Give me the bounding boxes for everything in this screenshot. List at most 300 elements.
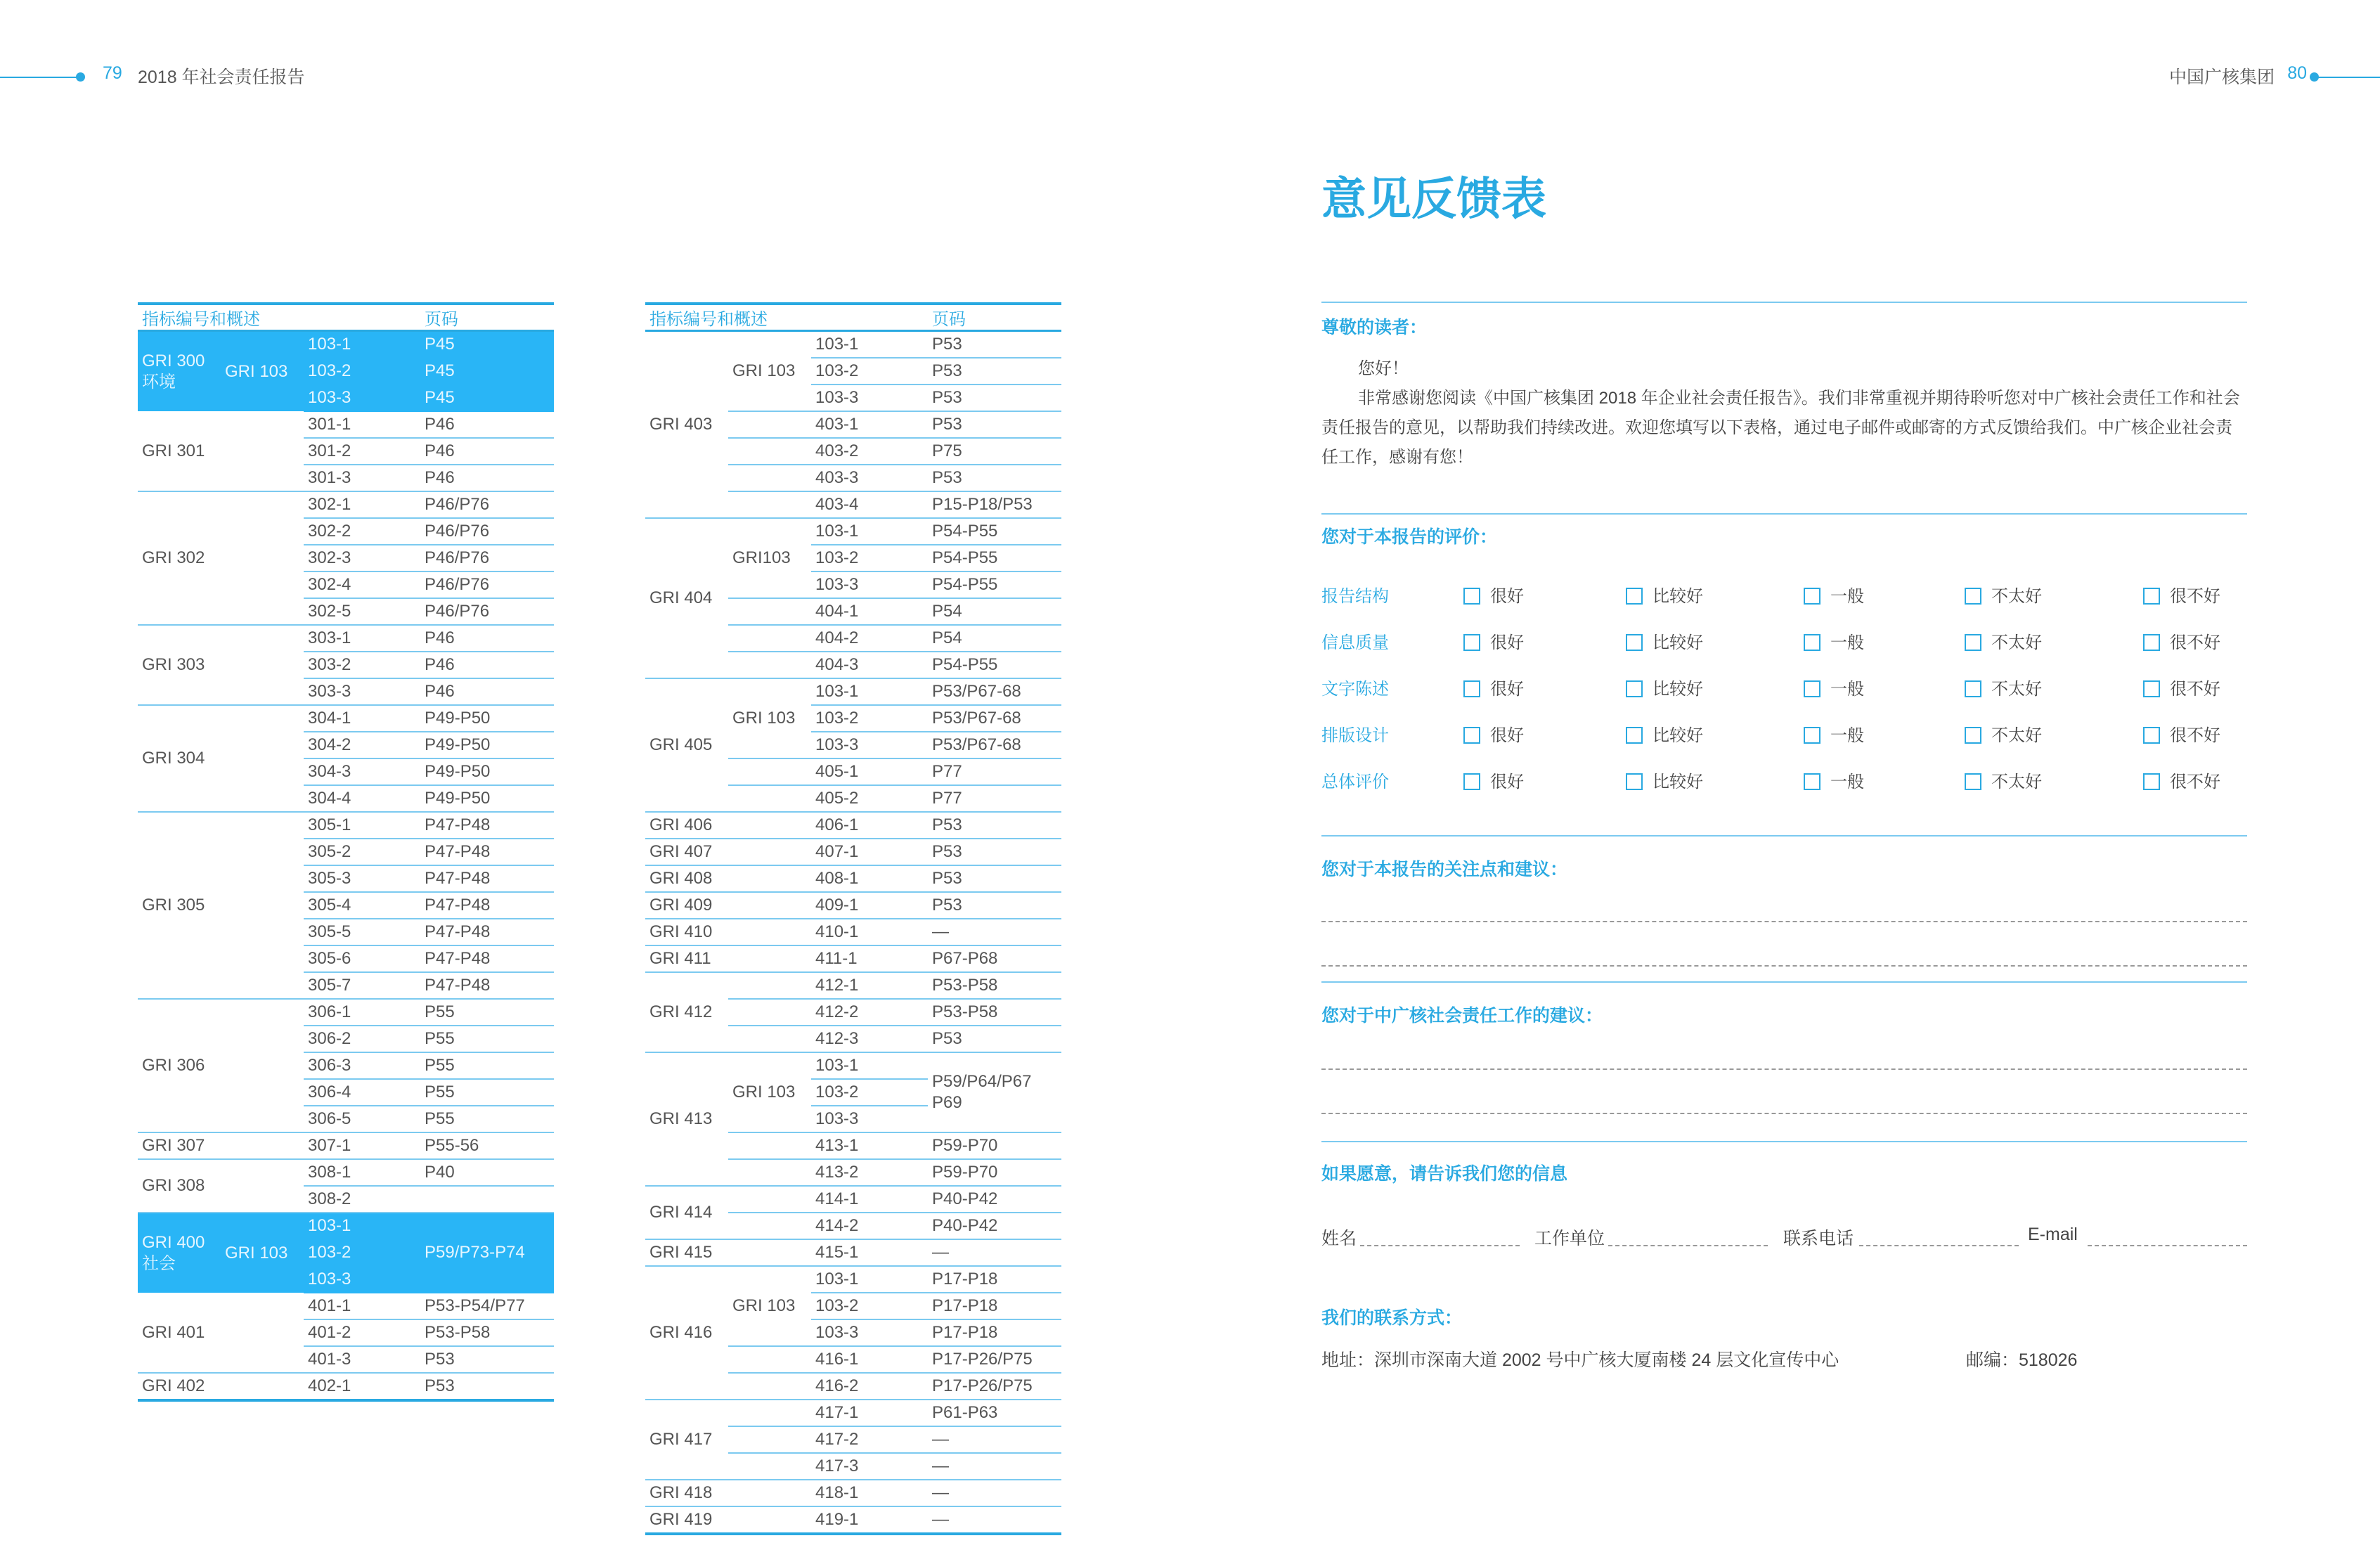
page-ref: P53 [928, 411, 1061, 438]
indicator-subgroup [728, 1132, 811, 1159]
indicator-subgroup [728, 1453, 811, 1480]
page-ref: P47-P48 [420, 865, 554, 892]
page-ref: P40 [420, 1159, 554, 1186]
rating-option[interactable] [1965, 628, 2042, 653]
email-label: E-mail [2028, 1225, 2078, 1244]
indicator-code: 304-1 [304, 705, 420, 732]
indicator-subgroup [728, 1186, 811, 1213]
page-ref: P75 [928, 438, 1061, 465]
rating-label: 您对于本报告的评价： [1321, 527, 1498, 547]
indicator-subgroup [728, 785, 811, 812]
info-label: 如果愿意，请告诉我们您的信息 [1321, 1164, 1568, 1184]
rating-option-label: 很不好 [2170, 680, 2220, 699]
indicator-group: GRI 300 环境 [138, 331, 221, 412]
indicator-code: 408-1 [811, 865, 928, 892]
page-ref: P54 [928, 625, 1061, 652]
indicator-group: GRI 413 [645, 1052, 728, 1186]
page-ref: P53-P58 [928, 972, 1061, 999]
page-ref: P53 [928, 812, 1061, 839]
indicator-code: 303-2 [304, 652, 420, 678]
indicator-code: 302-5 [304, 598, 420, 625]
indicator-subgroup: GRI 103 [221, 1213, 304, 1293]
indicator-code: 305-3 [304, 865, 420, 892]
table-row [645, 1186, 1061, 1213]
indicator-group: GRI 401 [138, 1293, 304, 1373]
rating-option-label: 一般 [1830, 587, 1864, 606]
indicator-code: 413-1 [811, 1132, 928, 1159]
table-row [138, 625, 554, 652]
rating-row [1321, 718, 2247, 747]
page-ref: P46/P76 [420, 491, 554, 518]
table-row [645, 1239, 1061, 1266]
rating-option[interactable] [1626, 675, 1703, 699]
page-ref: P53/P67-68 [928, 705, 1061, 732]
page-ref: P67-P68 [928, 945, 1061, 972]
page-number-left: 79 [103, 63, 122, 83]
page-ref: P53 [928, 465, 1061, 491]
table-row [138, 331, 554, 359]
indicator-group: GRI 417 [645, 1400, 728, 1480]
page-ref: P53 [928, 385, 1061, 411]
indicator-code: 103-2 [811, 1293, 928, 1319]
checkbox-icon[interactable] [1965, 773, 1981, 790]
table-row [138, 411, 554, 438]
concern-input-line-2[interactable] [1321, 965, 2247, 967]
indicator-group: GRI 412 [645, 972, 728, 1052]
page-ref: P45 [420, 385, 554, 411]
rating-option-label: 很不好 [2170, 773, 2220, 792]
indicator-subgroup [728, 1239, 811, 1266]
checkbox-icon[interactable] [2143, 727, 2160, 744]
page-ref: P47-P48 [420, 892, 554, 919]
page-ref: P54-P55 [928, 545, 1061, 571]
checkbox-icon[interactable] [1463, 680, 1480, 697]
greeting-label: 尊敬的读者： [1321, 318, 1428, 337]
rating-category: 报告结构 [1321, 587, 1389, 606]
indicator-group: GRI 301 [138, 411, 304, 491]
indicator-code: 306-5 [304, 1106, 420, 1132]
rating-option[interactable] [2143, 768, 2220, 792]
indicator-code: 308-1 [304, 1159, 420, 1186]
page-ref: P49-P50 [420, 732, 554, 758]
table-row [138, 1213, 554, 1239]
rating-option[interactable] [1463, 628, 1524, 653]
indicator-subgroup [728, 892, 811, 919]
page-ref: P53 [928, 839, 1061, 865]
rating-option[interactable] [1626, 582, 1703, 607]
page-ref: P17-P26/P75 [928, 1373, 1061, 1400]
indicator-code: 301-2 [304, 438, 420, 465]
checkbox-icon[interactable] [1463, 773, 1480, 790]
rating-category: 总体评价 [1321, 773, 1389, 792]
indicator-subgroup [728, 411, 811, 438]
indicator-code: 305-6 [304, 945, 420, 972]
indicator-group: GRI 308 [138, 1159, 304, 1213]
page-ref: P53 [928, 358, 1061, 385]
contact-label: 我们的联系方式： [1321, 1308, 1463, 1328]
indicator-code: 302-4 [304, 571, 420, 598]
page-ref: P55 [420, 1026, 554, 1052]
indicator-code: 404-2 [811, 625, 928, 652]
rating-option[interactable] [1965, 582, 2042, 607]
indicator-subgroup [728, 598, 811, 625]
rating-option-label: 一般 [1830, 726, 1864, 745]
rating-row [1321, 579, 2247, 607]
checkbox-icon[interactable] [1463, 727, 1480, 744]
indicator-subgroup [728, 1373, 811, 1400]
indicator-subgroup [728, 812, 811, 839]
rating-option[interactable] [2143, 582, 2220, 607]
checkbox-icon[interactable] [1804, 634, 1820, 651]
page-ref: P47-P48 [420, 919, 554, 945]
indicator-code: 403-1 [811, 411, 928, 438]
indicator-subgroup: GRI103 [728, 518, 811, 598]
checkbox-icon[interactable] [1463, 588, 1480, 605]
rating-option-label: 很不好 [2170, 587, 2220, 606]
indicator-group: GRI 406 [645, 812, 728, 839]
indicator-code: 103-1 [811, 518, 928, 545]
page-ref: P17-P26/P75 [928, 1346, 1061, 1373]
rating-option[interactable] [1626, 721, 1703, 746]
page-ref: P55 [420, 999, 554, 1026]
indicator-code: 306-2 [304, 1026, 420, 1052]
table-row [645, 1506, 1061, 1534]
table-row [645, 1400, 1061, 1426]
indicator-group: GRI 405 [645, 678, 728, 812]
rating-option-label: 一般 [1830, 633, 1864, 652]
indicator-code: 304-2 [304, 732, 420, 758]
checkbox-icon[interactable] [1965, 634, 1981, 651]
indicator-code: 306-4 [304, 1079, 420, 1106]
table-row [138, 491, 554, 518]
indicator-subgroup: GRI 103 [728, 1266, 811, 1346]
page-ref: P61-P63 [928, 1400, 1061, 1426]
rating-option-label: 一般 [1830, 680, 1864, 699]
page-ref: P53-P54/P77 [420, 1293, 554, 1319]
indicator-subgroup [728, 1026, 811, 1052]
rating-option-label: 不太好 [1991, 680, 2042, 699]
rating-option[interactable] [1804, 721, 1864, 746]
indicator-code: 401-1 [304, 1293, 420, 1319]
indicator-subgroup: GRI 103 [728, 1052, 811, 1132]
indicator-group: GRI 410 [645, 919, 728, 945]
indicator-code: 103-1 [811, 1266, 928, 1293]
indicator-code: 103-2 [304, 358, 420, 385]
table-row [138, 812, 554, 839]
table-row [138, 1373, 554, 1400]
checkbox-icon[interactable] [2143, 680, 2160, 697]
checkbox-icon[interactable] [2143, 634, 2160, 651]
rating-option[interactable] [2143, 721, 2220, 746]
indicator-code: 306-3 [304, 1052, 420, 1079]
rating-option-label: 不太好 [1991, 726, 2042, 745]
header-right-line [2313, 77, 2380, 78]
page-ref: P47-P48 [420, 972, 554, 999]
rating-option[interactable] [1965, 721, 2042, 746]
rating-option-label: 很好 [1490, 633, 1524, 652]
indicator-code: 418-1 [811, 1480, 928, 1506]
rating-option[interactable] [1626, 768, 1703, 792]
page-ref: P46 [420, 438, 554, 465]
indicator-code: 302-3 [304, 545, 420, 571]
page-ref: P53-P58 [928, 999, 1061, 1026]
indicator-code: 404-1 [811, 598, 928, 625]
page-ref: P53/P67-68 [928, 678, 1061, 705]
suggest-input-line-1[interactable] [1321, 1068, 2247, 1070]
indicator-code: 411-1 [811, 945, 928, 972]
page-ref: P54-P55 [928, 652, 1061, 678]
indicator-code: 305-2 [304, 839, 420, 865]
page-ref [420, 1186, 554, 1213]
checkbox-icon[interactable] [1626, 773, 1643, 790]
rating-option-label: 不太好 [1991, 773, 2042, 792]
page-ref: P17-P18 [928, 1319, 1061, 1346]
indicator-code: 401-2 [304, 1319, 420, 1346]
checkbox-icon[interactable] [1965, 588, 1981, 605]
indicator-code: 405-1 [811, 758, 928, 785]
name-label: 姓名 [1321, 1229, 1357, 1248]
rating-option-label: 很好 [1490, 773, 1524, 792]
page-ref: P59/P64/P67 P69 [928, 1052, 1061, 1132]
indicator-group: GRI 418 [645, 1480, 728, 1506]
email-input[interactable] [2088, 1245, 2247, 1246]
indicator-code: 103-1 [304, 331, 420, 359]
indicator-subgroup [728, 625, 811, 652]
page-ref: — [928, 1426, 1061, 1453]
page-ref: P49-P50 [420, 785, 554, 812]
indicator-code: 103-1 [304, 1213, 420, 1239]
checkbox-icon[interactable] [1804, 727, 1820, 744]
indicator-code: 405-2 [811, 785, 928, 812]
checkbox-icon[interactable] [1804, 773, 1820, 790]
indicator-code: 402-1 [304, 1373, 420, 1400]
indicator-code: 103-3 [811, 1106, 928, 1132]
page-ref: P53/P67-68 [928, 732, 1061, 758]
indicator-subgroup [728, 1506, 811, 1534]
indicator-code: 415-1 [811, 1239, 928, 1266]
indicator-code: 103-3 [811, 732, 928, 758]
rating-option[interactable] [1804, 628, 1864, 653]
indicator-code: 304-3 [304, 758, 420, 785]
table-row [645, 1480, 1061, 1506]
indicator-code: 412-3 [811, 1026, 928, 1052]
checkbox-icon[interactable] [2143, 588, 2160, 605]
suggest-label: 您对于中广核社会责任工作的建议： [1321, 1006, 1603, 1026]
company-name: 中国广核集团 [2168, 67, 2275, 87]
page-ref: P17-P18 [928, 1266, 1061, 1293]
page-ref: P46/P76 [420, 571, 554, 598]
rating-option-label: 比较好 [1653, 773, 1703, 792]
rating-option[interactable] [1965, 675, 2042, 699]
rating-option[interactable] [1804, 582, 1864, 607]
indicator-code: 307-1 [304, 1132, 420, 1159]
name-input[interactable] [1360, 1245, 1520, 1246]
page-ref: — [928, 1453, 1061, 1480]
indicator-subgroup [728, 1346, 811, 1373]
rating-option-label: 很好 [1490, 587, 1524, 606]
header-page: 页码 [928, 304, 1061, 331]
checkbox-icon[interactable] [1965, 727, 1981, 744]
page-ref: P53 [928, 331, 1061, 359]
indicator-group: GRI 404 [645, 518, 728, 678]
table-row [645, 518, 1061, 545]
indicator-code: 412-2 [811, 999, 928, 1026]
phone-input[interactable] [1859, 1245, 2019, 1246]
divider [1321, 513, 2247, 515]
checkbox-icon[interactable] [1626, 680, 1643, 697]
rating-category: 信息质量 [1321, 633, 1389, 652]
intro-text: 非常感谢您阅读《中国广核集团 2018 年企业社会责任报告》。我们非常重视并期待聆听您对中广核社会责任工作和社会责任报告的意见，以帮助我们持续改进。欢迎您填写以下表格，通过电子邮件或邮寄的方式反馈给我们。中广核企业社会责任工作，感谢有您！ [1321, 389, 2240, 467]
page-ref: P77 [928, 758, 1061, 785]
checkbox-icon[interactable] [1626, 634, 1643, 651]
page-ref: P47-P48 [420, 945, 554, 972]
indicator-subgroup [728, 945, 811, 972]
header-index: 指标编号和概述 [138, 304, 420, 331]
checkbox-icon[interactable] [1626, 727, 1643, 744]
rating-option-label: 比较好 [1653, 633, 1703, 652]
table-row [645, 865, 1061, 892]
company-input[interactable] [1608, 1245, 1768, 1246]
indicator-code: 403-2 [811, 438, 928, 465]
page-ref: P59-P70 [928, 1132, 1061, 1159]
indicator-code: 103-2 [811, 1079, 928, 1106]
rating-row [1321, 765, 2247, 793]
rating-option[interactable] [1463, 675, 1524, 699]
indicator-subgroup [728, 465, 811, 491]
concern-input-line-1[interactable] [1321, 921, 2247, 922]
table-row [138, 1293, 554, 1319]
checkbox-icon[interactable] [1626, 588, 1643, 605]
indicator-code: 305-5 [304, 919, 420, 945]
table-row [645, 331, 1061, 359]
header-left-line [0, 77, 79, 78]
page-ref: P55 [420, 1106, 554, 1132]
indicator-group: GRI 305 [138, 812, 304, 999]
page-ref: P54-P55 [928, 518, 1061, 545]
indicator-code: 302-2 [304, 518, 420, 545]
indicator-code: 302-1 [304, 491, 420, 518]
page-ref: P46 [420, 465, 554, 491]
indicator-code: 303-1 [304, 625, 420, 652]
rating-option[interactable] [1463, 721, 1524, 746]
rating-option[interactable] [2143, 628, 2220, 653]
rating-option-label: 比较好 [1653, 587, 1703, 606]
indicator-code: 407-1 [811, 839, 928, 865]
indicator-group: GRI 414 [645, 1186, 728, 1239]
divider [1321, 981, 2247, 983]
indicator-code: 103-3 [811, 385, 928, 411]
page-ref: P46/P76 [420, 518, 554, 545]
header-page: 页码 [420, 304, 554, 331]
indicator-code: 103-3 [811, 1319, 928, 1346]
rating-option[interactable] [1463, 768, 1524, 792]
indicator-code: 404-3 [811, 652, 928, 678]
rating-option-label: 很好 [1490, 680, 1524, 699]
rating-option[interactable] [1965, 768, 2042, 792]
report-title: 2018 年社会责任报告 [138, 67, 305, 87]
indicator-code: 416-1 [811, 1346, 928, 1373]
header-index: 指标编号和概述 [645, 304, 928, 331]
rating-option[interactable] [1804, 768, 1864, 792]
checkbox-icon[interactable] [1965, 680, 1981, 697]
rating-option-label: 不太好 [1991, 587, 2042, 606]
indicator-code: 419-1 [811, 1506, 928, 1534]
suggest-input-line-2[interactable] [1321, 1113, 2247, 1114]
indicator-subgroup [728, 438, 811, 465]
page-ref: P53 [420, 1346, 554, 1373]
rating-option[interactable] [1463, 582, 1524, 607]
table-row [645, 972, 1061, 999]
rating-option[interactable] [2143, 675, 2220, 699]
indicator-code: 413-2 [811, 1159, 928, 1186]
indicator-code: 409-1 [811, 892, 928, 919]
page-ref: P59/P73-P74 [420, 1213, 554, 1293]
indicator-subgroup: GRI 103 [728, 678, 811, 758]
concern-label: 您对于本报告的关注点和建议： [1321, 860, 1568, 879]
indicator-code: 417-3 [811, 1453, 928, 1480]
hello-text: 您好！ [1358, 359, 1409, 378]
table-row [645, 1266, 1061, 1293]
page-ref: P46 [420, 625, 554, 652]
indicator-code: 414-2 [811, 1213, 928, 1239]
indicator-code: 401-3 [304, 1346, 420, 1373]
indicator-code: 305-7 [304, 972, 420, 999]
page-ref: P40-P42 [928, 1186, 1061, 1213]
table-row [645, 945, 1061, 972]
table-row [645, 1052, 1061, 1079]
page-ref: P45 [420, 331, 554, 359]
checkbox-icon[interactable] [1804, 680, 1820, 697]
table-row [645, 678, 1061, 705]
table-row [138, 999, 554, 1026]
page-ref: P53 [928, 1026, 1061, 1052]
page-ref: P40-P42 [928, 1213, 1061, 1239]
indicator-code: 308-2 [304, 1186, 420, 1213]
page-ref: — [928, 1239, 1061, 1266]
checkbox-icon[interactable] [1804, 588, 1820, 605]
indicator-group: GRI 306 [138, 999, 304, 1132]
page-ref: P46 [420, 652, 554, 678]
page-ref: P46 [420, 411, 554, 438]
indicator-subgroup [728, 652, 811, 678]
divider [1321, 1141, 2247, 1142]
indicator-code: 303-3 [304, 678, 420, 705]
table-row [138, 705, 554, 732]
indicator-code: 410-1 [811, 919, 928, 945]
page-ref: P59-P70 [928, 1159, 1061, 1186]
indicator-group: GRI 411 [645, 945, 728, 972]
rating-option[interactable] [1626, 628, 1703, 653]
page-ref: P45 [420, 358, 554, 385]
indicator-code: 414-1 [811, 1186, 928, 1213]
gri-index-table-right [645, 302, 1061, 1535]
checkbox-icon[interactable] [2143, 773, 2160, 790]
rating-option[interactable] [1804, 675, 1864, 699]
indicator-code: 103-3 [304, 385, 420, 411]
indicator-code: 304-4 [304, 785, 420, 812]
indicator-subgroup [728, 758, 811, 785]
indicator-code: 301-1 [304, 411, 420, 438]
indicator-code: 301-3 [304, 465, 420, 491]
indicator-subgroup [728, 1480, 811, 1506]
indicator-subgroup [728, 1426, 811, 1453]
page-ref: P46/P76 [420, 598, 554, 625]
indicator-group: GRI 307 [138, 1132, 304, 1159]
indicator-code: 305-4 [304, 892, 420, 919]
checkbox-icon[interactable] [1463, 634, 1480, 651]
rating-option-label: 很好 [1490, 726, 1524, 745]
indicator-group: GRI 402 [138, 1373, 304, 1400]
